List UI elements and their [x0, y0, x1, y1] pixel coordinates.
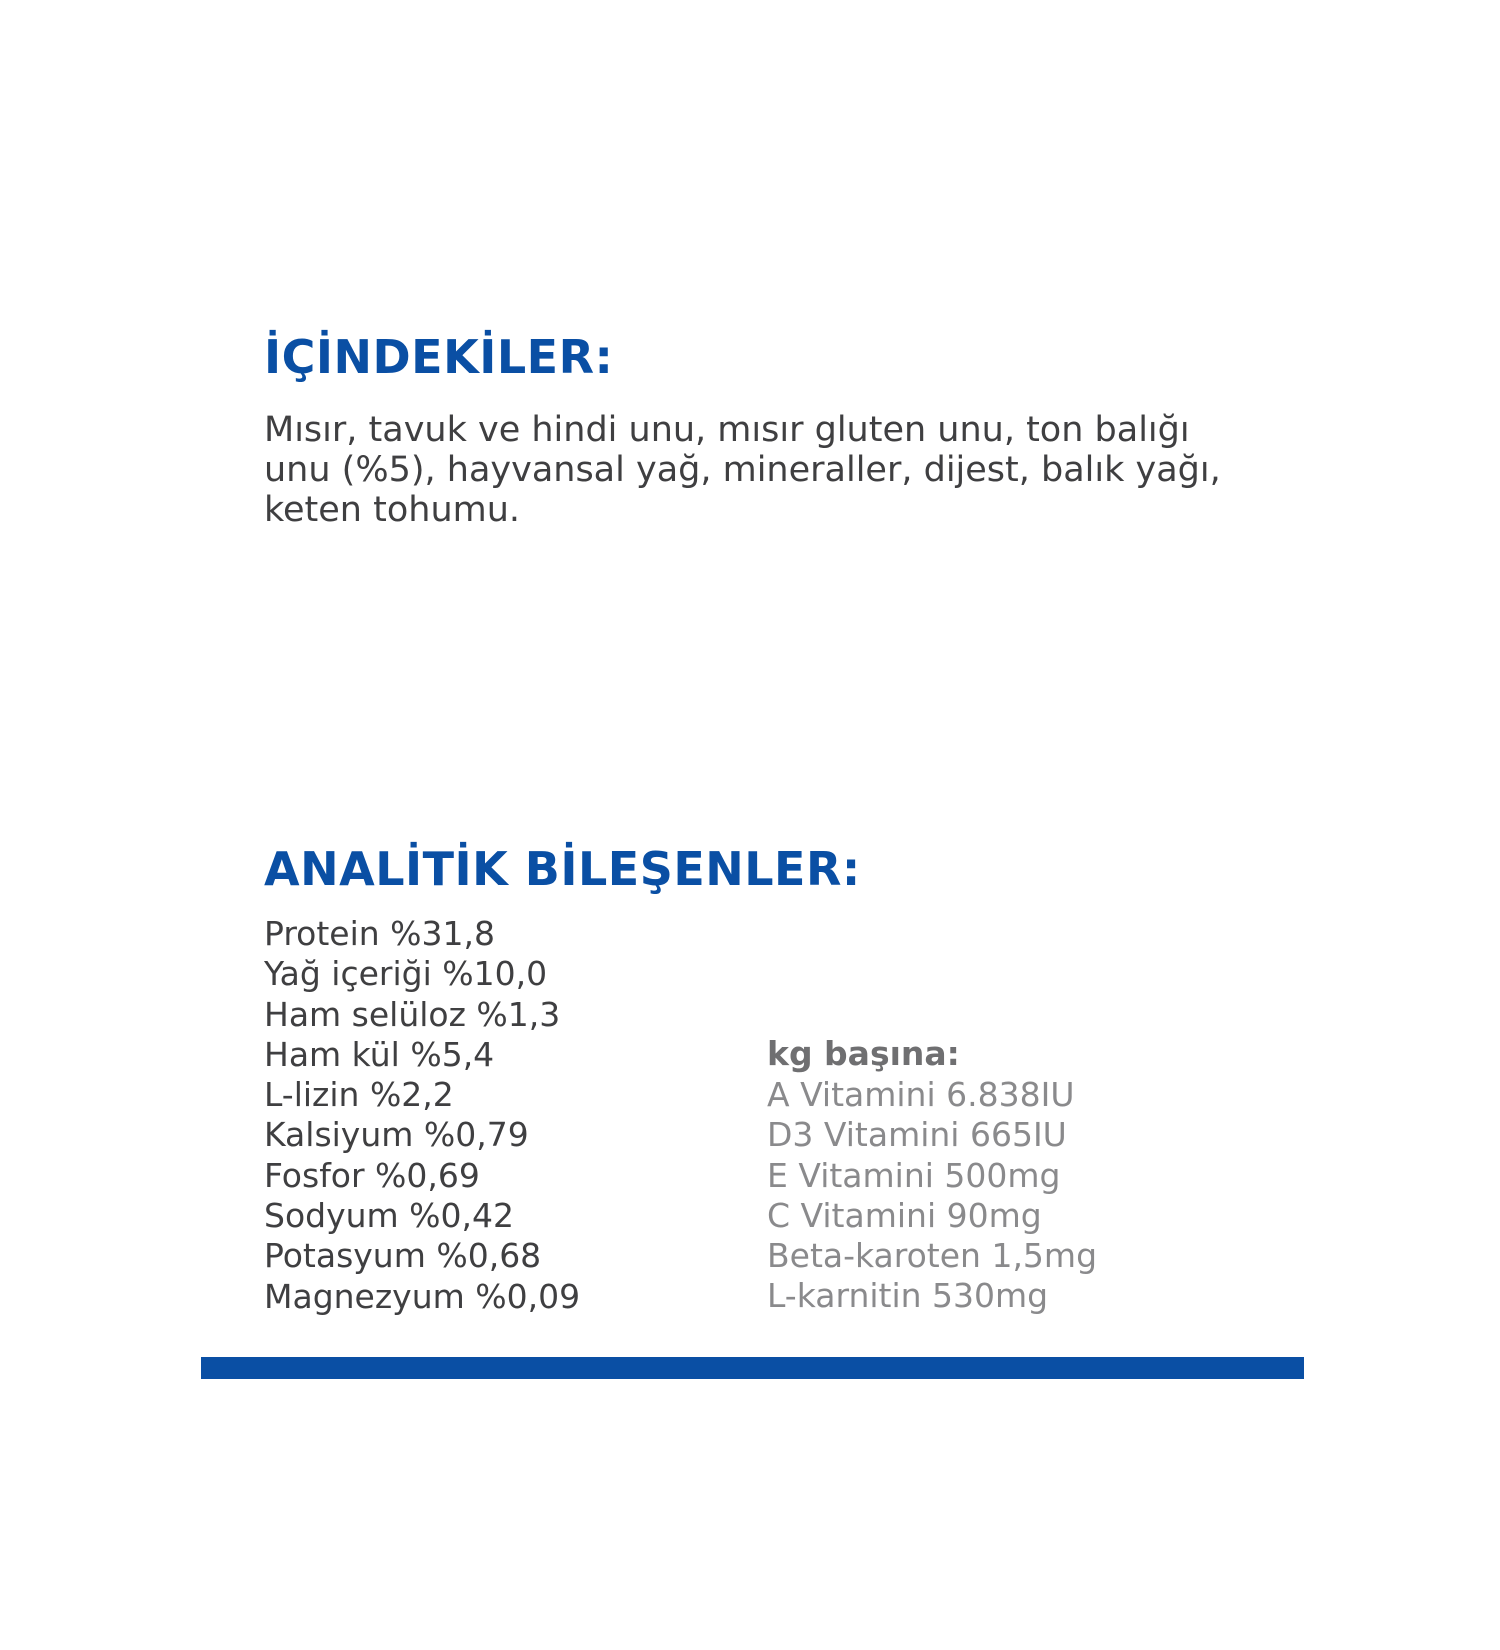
per-kg-item-vitamin-d3: D3 Vitamini 665IU [767, 1115, 1067, 1155]
analytic-item-phosphorus: Fosfor %0,69 [264, 1155, 480, 1195]
analytic-item-fat: Yağ içeriği %10,0 [264, 954, 548, 994]
analytic-components-list [264, 914, 580, 1317]
analytic-item-magnesium: Magnezyum %0,09 [264, 1276, 581, 1316]
analytic-item-protein: Protein %31,8 [264, 914, 495, 953]
ingredients-heading: İÇİNDEKİLER: [264, 330, 614, 384]
per-kg-item-l-carnitine: L-karnitin 530mg [767, 1276, 1049, 1316]
ingredients-text: Mısır, tavuk ve hindi unu, mısır gluten unu, ton balığı unu (%5), hayvansal yağ, mineraller, dijest, balık yağı, keten tohumu. [264, 410, 1221, 530]
analytic-item-potassium: Potasyum %0,68 [264, 1236, 542, 1276]
per-kg-item-vitamin-a: A Vitamini 6.838IU [767, 1075, 1075, 1114]
analytic-item-sodium: Sodyum %0,42 [264, 1196, 514, 1236]
analytic-item-calcium: Kalsiyum %0,79 [264, 1115, 529, 1155]
footer-divider-bar [201, 1357, 1304, 1379]
analytic-item-l-lysine: L-lizin %2,2 [264, 1075, 454, 1115]
analytic-item-crude-fiber: Ham selüloz %1,3 [264, 994, 561, 1034]
per-kg-item-vitamin-c: C Vitamini 90mg [767, 1195, 1042, 1235]
per-kg-heading: kg başına: [767, 1034, 960, 1073]
per-kg-item-vitamin-e: E Vitamini 500mg [767, 1155, 1061, 1195]
analytic-components-heading: ANALİTİK BİLEŞENLER: [264, 842, 861, 896]
per-kg-list [767, 1075, 1097, 1317]
per-kg-item-beta-carotene: Beta-karoten 1,5mg [767, 1236, 1098, 1276]
analytic-item-crude-ash: Ham kül %5,4 [264, 1034, 495, 1074]
